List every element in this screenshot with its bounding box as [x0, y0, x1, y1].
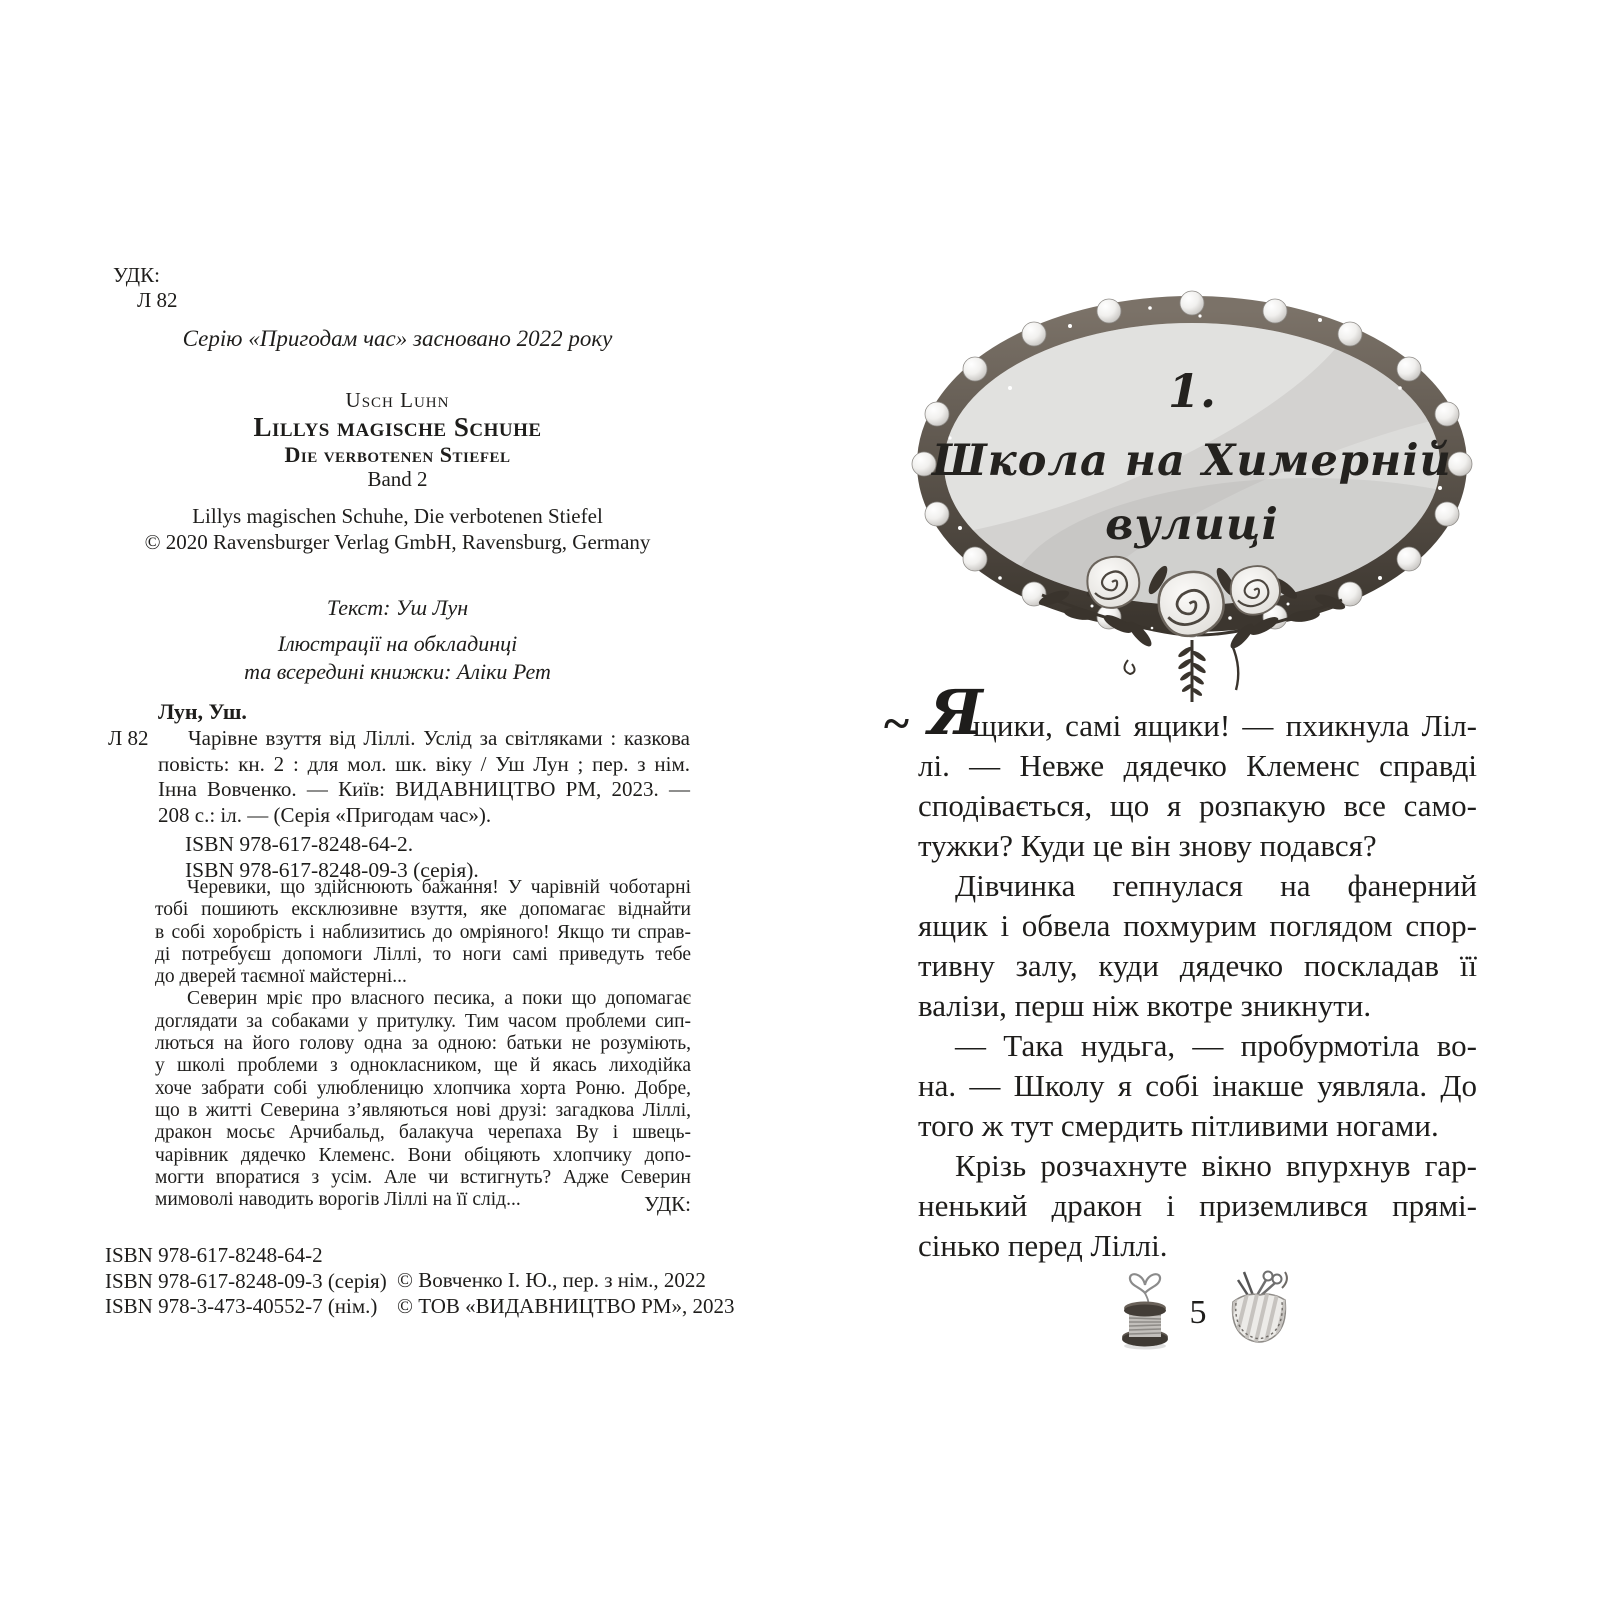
catalog-author-entry: Лун, Уш.	[158, 699, 247, 724]
isbn-line: ISBN 978-617-8248-64-2	[105, 1243, 323, 1267]
rose-icon	[1087, 557, 1139, 608]
page-number: 5	[1189, 1294, 1207, 1331]
footer-copyright-block	[397, 1268, 734, 1319]
udk-code: Л 82	[137, 288, 178, 312]
text-line: лються на його голову одна за одною: батьки не розуміють,	[155, 1033, 691, 1055]
text-line: Інна Вовченко. — Київ: ВИДАВНИЦТВО РМ, 2023. —	[158, 777, 690, 801]
source-copyright-line: © 2020 Ravensburger Verlag GmbH, Ravensburg, Germany	[144, 530, 651, 554]
catalog-code: Л 82	[108, 726, 149, 750]
text-line: Черевики, що здійснюють бажання! У чарівній чоботарні	[187, 877, 691, 898]
text-line: лі. — Невже дядечко Клеменс справді	[918, 748, 1477, 783]
text-line: Крізь розчахнуте вікно впурхнув гар-	[955, 1148, 1477, 1183]
dialogue-dash: ~	[884, 697, 909, 750]
original-subtitle: Die verbotenen Stiefel	[284, 442, 511, 467]
annotation	[155, 877, 691, 1211]
drop-cap: Я	[928, 676, 983, 749]
source-title-line: Lillys magischen Schuhe, Die verbotenen Stiefel	[192, 504, 603, 528]
isbn-line: ISBN 978-617-8248-09-3 (серія)	[105, 1268, 387, 1293]
text-line: ді потребуєш допомоги Ліллі, то ноги самі приведуть тебе	[155, 943, 691, 965]
text-line: доглядати за собаками у притулку. Тим часом проблеми сип-	[155, 1010, 691, 1032]
text-line: що в житті Северина з’являються нові друзі: загадкова Ліллі,	[155, 1099, 691, 1121]
fern	[1124, 640, 1238, 702]
text-line: могти впоратися з усім. Але чи встигнуть? Адже Северин	[155, 1166, 691, 1188]
text-line: — Така нудьга, — пробурмотіла во-	[955, 1028, 1477, 1063]
rose-icon	[1159, 572, 1224, 636]
text-line: мимоволі наводить ворогів Ліллі на її слід...	[155, 1189, 521, 1211]
text-line: Северин мріє про власного песика, а поки що допомагає	[187, 988, 691, 1010]
text-line: на. — Школу я собі інакше уявляла. До	[918, 1068, 1477, 1103]
udk-label: УДК:	[113, 263, 160, 287]
isbn-line: ISBN 978-3-473-40552-7 (нім.)	[105, 1294, 378, 1318]
text-line: до дверей таємної майстерні...	[155, 966, 407, 988]
sewing-pouch-scissors-icon	[1224, 1266, 1296, 1352]
text-line: ненький дракон і приземлився прямі-	[918, 1188, 1477, 1223]
chapter-title-line2: вулиці	[1105, 500, 1279, 550]
isbn-card-block	[185, 832, 479, 883]
footer-isbn-block	[105, 1243, 387, 1320]
text-line: в собі хоробрість і наблизитись до омріяного! Якщо ти справ-	[155, 921, 691, 943]
text-line: сінько перед Ліллі.	[918, 1228, 1168, 1263]
text-line: хоче забрати собі улюбленицю хлопчика хорта Роню. Добре,	[155, 1077, 691, 1099]
isbn-line: ISBN 978-617-8248-64-2.	[185, 832, 414, 856]
copyright-line: © ТОВ «ВИДАВНИЦТВО РМ», 2023	[397, 1293, 735, 1318]
text-line: чарівник дядечко Клеменс. Вони обіцяють хлопчику допо-	[155, 1144, 691, 1166]
pearl-frame-medallion-icon	[900, 278, 1484, 706]
text-line: того ж тут смердить пітливими ногами.	[918, 1108, 1439, 1143]
thread-spool-heart-icon	[1116, 1258, 1174, 1354]
copyright-line: © Вовченко І. Ю., пер. з нім., 2022	[397, 1268, 706, 1292]
udk-footer: УДК:	[644, 1192, 691, 1216]
text-line: тобі пошиють ексклюзивне взуття, яке допомагає віднайти	[155, 899, 691, 921]
original-title: Lillys magische Schuhe	[253, 412, 542, 442]
catalog-card	[158, 726, 690, 828]
series-note: Серію «Пригодам час» засновано 2022 року	[182, 326, 613, 351]
text-line: щики, самі ящики! — пхикнула Ліл-	[973, 708, 1477, 743]
text-line: Дівчинка гепнулася на фанерний	[955, 868, 1477, 903]
isbn-line: ISBN 978-617-8248-09-3 (серія).	[185, 857, 479, 882]
credit-illustrations-1: Ілюстрації на обкладинці	[277, 631, 518, 656]
credit-illustrations-2: та всередині книжки: Аліки Рет	[244, 659, 551, 684]
text-line: тужки? Куди це він знову подався?	[918, 828, 1377, 863]
text-line: тивну залу, куди дядечко поскладав її	[918, 948, 1477, 983]
band-number: Band 2	[367, 467, 428, 491]
text-line: 208 с.: іл. — (Серія «Пригодам час»).	[158, 802, 492, 827]
text-line: ящик і обвела похмурим поглядом спор-	[918, 908, 1477, 943]
text-line: валізи, перш ніж вкотре зникнути.	[918, 988, 1372, 1023]
text-line: дракон мосьє Арчибальд, балакуча черепаха Ву і швець-	[155, 1122, 691, 1144]
text-line: Чарівне взуття від Ліллі. Услід за світляками : казкова	[188, 726, 690, 750]
credit-text-author: Текст: Уш Лун	[326, 595, 469, 620]
chapter-title-line1: Школа на Химерній	[932, 436, 1452, 486]
text-line: сподівається, що я розпакую все само-	[918, 788, 1477, 823]
rose-icon	[1231, 566, 1280, 615]
original-author: Usch Luhn	[345, 388, 450, 412]
chapter-number: 1.	[1167, 364, 1217, 418]
text-line: у школі проблеми з однокласником, ще й якась лиходійка	[155, 1055, 691, 1077]
text-line: повість: кн. 2 : для мол. шк. віку / Уш Лун ; пер. з нім.	[158, 751, 690, 776]
sprig	[1282, 1272, 1287, 1288]
